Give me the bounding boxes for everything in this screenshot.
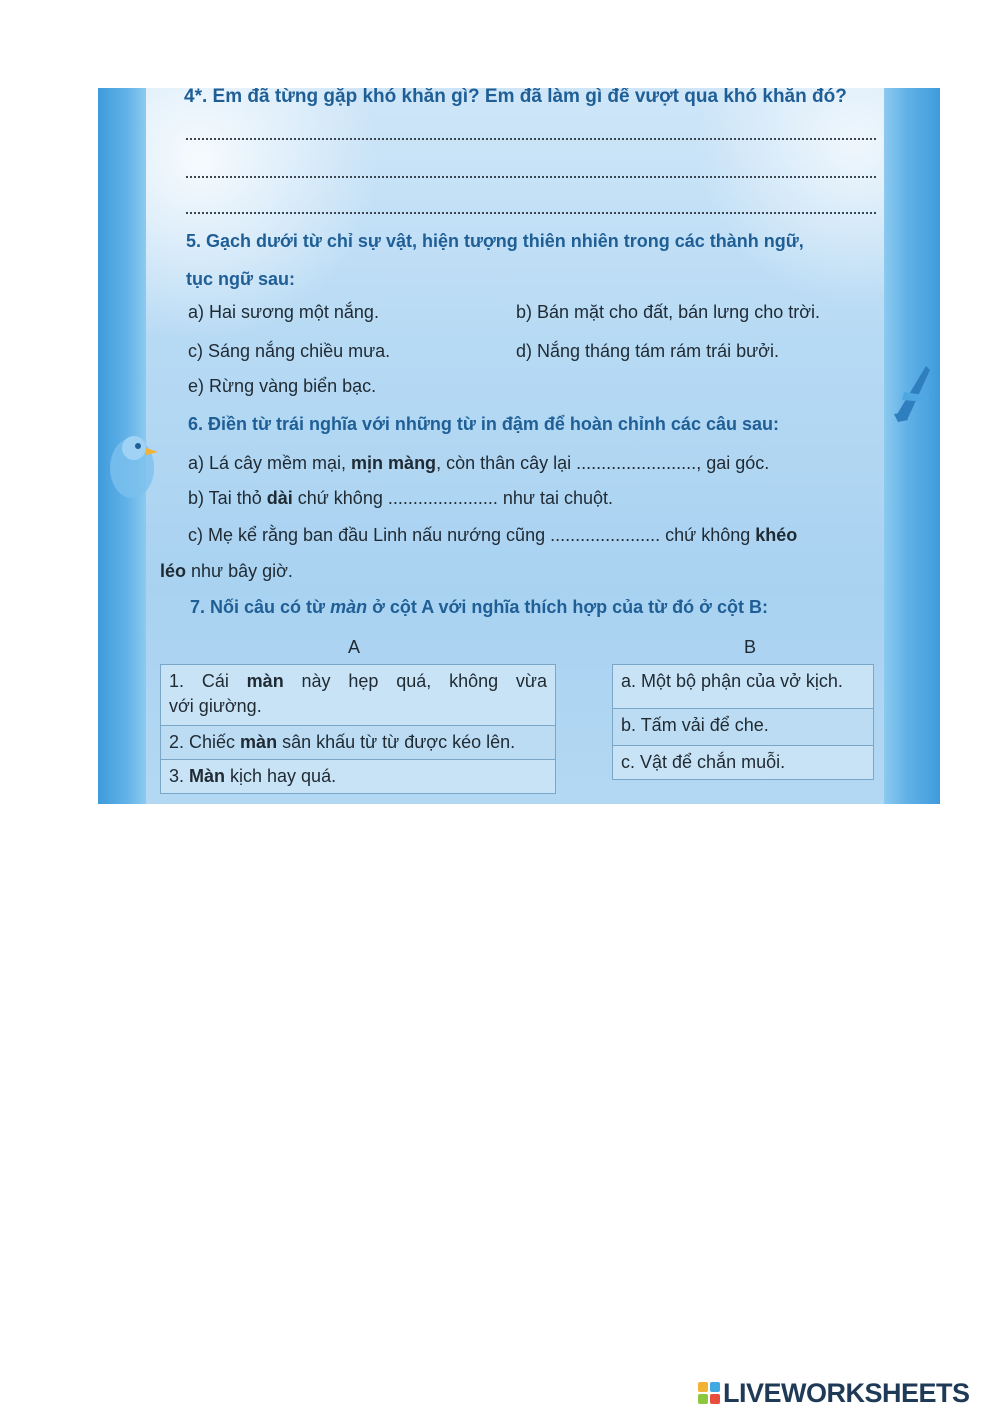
column-a-row[interactable]: 2. Chiếc màn sân khấu từ từ được kéo lên. [161,726,556,760]
question-5-title-cont: tục ngữ sau: [186,269,296,289]
q6-blank-a[interactable]: ........................ [576,453,697,473]
column-b-row[interactable]: b. Tấm vải để che. [613,709,874,746]
q5-item-e: e) Rừng vàng biển bạc. [188,376,377,396]
question-7-title: 7. Nối câu có từ màn ở cột A với nghĩa thích hợp của từ đó ở cột B: [190,597,768,617]
q5-item-b: b) Bán mặt cho đất, bán lưng cho trời. [516,302,821,322]
column-a-row[interactable]: 1. Cái màn này hẹp quá, không vừa với giường. [161,665,556,726]
q6-blank-c[interactable]: ...................... [550,525,661,545]
q6-sentence-c-cont: léo như bây giờ. [160,561,293,581]
q6-sentence-b: b) Tai thỏ dài chứ không ...................... như tai chuột. [188,488,613,508]
q5-item-a: a) Hai sương một nắng. [188,302,379,322]
liveworksheets-logo[interactable] [698,1376,970,1410]
q5-item-c: c) Sáng nắng chiều mưa. [188,341,391,361]
q6-sentence-a: a) Lá cây mềm mại, mịn màng, còn thân cây lại ........................, gai góc. [188,453,770,473]
q5-item-d: d) Nắng tháng tám rám trái bưởi. [516,341,779,361]
q6-blank-b[interactable]: ...................... [387,488,498,508]
answer-line-3[interactable] [186,212,876,214]
column-b-header: B [744,637,757,657]
answer-line-2[interactable] [186,176,876,178]
column-a-table [160,664,556,794]
q6-sentence-c: c) Mẹ kể rằng ban đầu Linh nấu nướng cũng ...................... chứ không khéo [188,525,798,545]
column-b-table [612,664,874,780]
column-a-row[interactable]: 3. Màn kịch hay quá. [161,760,556,794]
column-a-header: A [348,637,361,657]
answer-line-1[interactable] [186,138,876,140]
column-b-row[interactable]: a. Một bộ phận của vở kịch. [613,665,874,709]
worksheet-page [98,88,940,804]
column-b-row[interactable]: c. Vật để chắn muỗi. [613,746,874,780]
logo-text: LIVEWORKSHEETS [723,1377,970,1408]
question-4-title: 4*. Em đã từng gặp khó khăn gì? Em đã làm gì để vượt qua khó khăn đó? [184,88,847,107]
question-5-title: 5. Gạch dưới từ chỉ sự vật, hiện tượng thiên nhiên trong các thành ngữ, [186,231,804,251]
logo-mark-icon [698,1382,720,1404]
question-6-title: 6. Điền từ trái nghĩa với những từ in đậm để hoàn chỉnh các câu sau: [188,414,779,434]
